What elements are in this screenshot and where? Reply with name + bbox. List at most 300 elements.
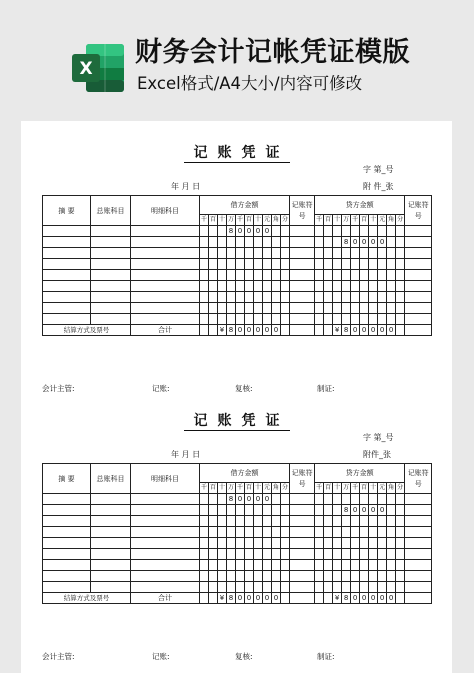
credit-digit-cell[interactable]	[369, 314, 378, 325]
credit-digit-cell[interactable]	[369, 538, 378, 549]
general-account-cell[interactable]	[91, 270, 131, 281]
debit-digit-cell[interactable]	[227, 314, 236, 325]
debit-digit-cell[interactable]	[200, 237, 209, 248]
general-account-cell[interactable]	[91, 494, 131, 505]
credit-digit-cell[interactable]	[324, 248, 333, 259]
credit-digit-cell[interactable]	[333, 303, 342, 314]
post-mark-debit-cell[interactable]	[290, 248, 315, 259]
credit-digit-cell[interactable]	[315, 549, 324, 560]
credit-digit-cell[interactable]	[342, 259, 351, 270]
debit-digit-cell[interactable]	[272, 270, 281, 281]
detail-account-cell[interactable]	[131, 226, 200, 237]
debit-digit-cell[interactable]	[227, 538, 236, 549]
debit-digit-cell[interactable]	[236, 505, 245, 516]
post-mark-debit-cell[interactable]	[290, 571, 315, 582]
detail-account-cell[interactable]	[131, 560, 200, 571]
credit-digit-cell[interactable]	[333, 237, 342, 248]
debit-digit-cell[interactable]	[281, 270, 290, 281]
total-debit-digit[interactable]: 0	[272, 593, 281, 604]
debit-digit-cell[interactable]	[245, 259, 254, 270]
credit-digit-cell[interactable]: 0	[351, 237, 360, 248]
credit-digit-cell[interactable]	[360, 226, 369, 237]
general-account-cell[interactable]	[91, 505, 131, 516]
total-credit-digit[interactable]: ¥	[333, 325, 342, 336]
debit-digit-cell[interactable]	[254, 549, 263, 560]
debit-digit-cell[interactable]: 0	[245, 494, 254, 505]
debit-digit-cell[interactable]	[200, 582, 209, 593]
debit-digit-cell[interactable]	[209, 248, 218, 259]
credit-digit-cell[interactable]	[369, 303, 378, 314]
summary-cell[interactable]	[43, 259, 91, 270]
credit-digit-cell[interactable]	[369, 516, 378, 527]
credit-digit-cell[interactable]	[387, 314, 396, 325]
post-mark-credit-cell[interactable]	[405, 281, 432, 292]
credit-digit-cell[interactable]	[387, 560, 396, 571]
general-account-cell[interactable]	[91, 303, 131, 314]
detail-account-cell[interactable]	[131, 571, 200, 582]
credit-digit-cell[interactable]	[342, 226, 351, 237]
credit-digit-cell[interactable]	[387, 237, 396, 248]
debit-digit-cell[interactable]	[209, 571, 218, 582]
general-account-cell[interactable]	[91, 248, 131, 259]
credit-digit-cell[interactable]: 8	[342, 237, 351, 248]
credit-digit-cell[interactable]	[333, 292, 342, 303]
debit-digit-cell[interactable]	[236, 582, 245, 593]
general-account-cell[interactable]	[91, 582, 131, 593]
credit-digit-cell[interactable]	[333, 571, 342, 582]
post-mark-debit-cell[interactable]	[290, 259, 315, 270]
post-mark-credit-cell[interactable]	[405, 527, 432, 538]
debit-digit-cell[interactable]	[281, 226, 290, 237]
credit-digit-cell[interactable]	[351, 270, 360, 281]
post-mark-credit-cell[interactable]	[405, 292, 432, 303]
total-debit-digit[interactable]: 0	[236, 593, 245, 604]
credit-digit-cell[interactable]	[333, 549, 342, 560]
credit-digit-cell[interactable]	[315, 248, 324, 259]
total-debit-digit[interactable]: ¥	[218, 325, 227, 336]
total-debit-digit[interactable]: 0	[245, 325, 254, 336]
debit-digit-cell[interactable]	[236, 270, 245, 281]
debit-digit-cell[interactable]	[236, 538, 245, 549]
debit-digit-cell[interactable]	[281, 560, 290, 571]
debit-digit-cell[interactable]	[209, 270, 218, 281]
credit-digit-cell[interactable]	[360, 248, 369, 259]
detail-account-cell[interactable]	[131, 259, 200, 270]
debit-digit-cell[interactable]	[245, 549, 254, 560]
credit-digit-cell[interactable]	[378, 259, 387, 270]
credit-digit-cell[interactable]	[324, 292, 333, 303]
debit-digit-cell[interactable]	[236, 571, 245, 582]
debit-digit-cell[interactable]	[254, 527, 263, 538]
credit-digit-cell[interactable]	[324, 226, 333, 237]
credit-digit-cell[interactable]	[333, 314, 342, 325]
credit-digit-cell[interactable]	[351, 281, 360, 292]
summary-cell[interactable]	[43, 281, 91, 292]
credit-digit-cell[interactable]	[351, 582, 360, 593]
debit-digit-cell[interactable]	[263, 538, 272, 549]
credit-digit-cell[interactable]	[396, 494, 405, 505]
total-debit-digit[interactable]: 0	[254, 593, 263, 604]
total-credit-digit[interactable]: 0	[378, 325, 387, 336]
total-post-mark-debit[interactable]	[290, 325, 315, 336]
credit-digit-cell[interactable]	[396, 516, 405, 527]
credit-digit-cell[interactable]: 0	[360, 237, 369, 248]
credit-digit-cell[interactable]	[396, 248, 405, 259]
debit-digit-cell[interactable]	[245, 560, 254, 571]
credit-digit-cell[interactable]	[387, 281, 396, 292]
debit-digit-cell[interactable]	[281, 505, 290, 516]
post-mark-debit-cell[interactable]	[290, 237, 315, 248]
post-mark-debit-cell[interactable]	[290, 314, 315, 325]
debit-digit-cell[interactable]	[218, 516, 227, 527]
credit-digit-cell[interactable]	[315, 281, 324, 292]
credit-digit-cell[interactable]	[387, 303, 396, 314]
debit-digit-cell[interactable]	[227, 292, 236, 303]
credit-digit-cell[interactable]	[315, 571, 324, 582]
credit-digit-cell[interactable]	[324, 303, 333, 314]
credit-digit-cell[interactable]	[378, 303, 387, 314]
credit-digit-cell[interactable]	[396, 582, 405, 593]
credit-digit-cell[interactable]	[342, 270, 351, 281]
debit-digit-cell[interactable]	[218, 226, 227, 237]
debit-digit-cell[interactable]	[281, 237, 290, 248]
debit-digit-cell[interactable]	[236, 248, 245, 259]
debit-digit-cell[interactable]	[200, 549, 209, 560]
general-account-cell[interactable]	[91, 571, 131, 582]
summary-cell[interactable]	[43, 527, 91, 538]
debit-digit-cell[interactable]	[209, 549, 218, 560]
debit-digit-cell[interactable]	[227, 560, 236, 571]
credit-digit-cell[interactable]	[333, 516, 342, 527]
credit-digit-cell[interactable]	[351, 259, 360, 270]
credit-digit-cell[interactable]	[324, 314, 333, 325]
credit-digit-cell[interactable]	[396, 549, 405, 560]
credit-digit-cell[interactable]	[396, 281, 405, 292]
debit-digit-cell[interactable]	[236, 560, 245, 571]
credit-digit-cell[interactable]	[378, 292, 387, 303]
debit-digit-cell[interactable]	[254, 281, 263, 292]
credit-digit-cell[interactable]	[324, 505, 333, 516]
debit-digit-cell[interactable]	[245, 538, 254, 549]
debit-digit-cell[interactable]	[272, 314, 281, 325]
debit-digit-cell[interactable]	[281, 259, 290, 270]
credit-digit-cell[interactable]	[387, 270, 396, 281]
credit-digit-cell[interactable]	[351, 560, 360, 571]
credit-digit-cell[interactable]	[396, 259, 405, 270]
credit-digit-cell[interactable]	[315, 582, 324, 593]
detail-account-cell[interactable]	[131, 303, 200, 314]
credit-digit-cell[interactable]	[378, 494, 387, 505]
debit-digit-cell[interactable]	[263, 292, 272, 303]
post-mark-credit-cell[interactable]	[405, 248, 432, 259]
total-debit-digit[interactable]: 0	[263, 325, 272, 336]
credit-digit-cell[interactable]	[315, 314, 324, 325]
credit-digit-cell[interactable]	[351, 549, 360, 560]
debit-digit-cell[interactable]	[272, 226, 281, 237]
debit-digit-cell[interactable]	[254, 505, 263, 516]
total-debit-digit[interactable]	[281, 593, 290, 604]
debit-digit-cell[interactable]	[263, 527, 272, 538]
debit-digit-cell[interactable]	[263, 582, 272, 593]
credit-digit-cell[interactable]	[315, 505, 324, 516]
credit-digit-cell[interactable]	[360, 582, 369, 593]
general-account-cell[interactable]	[91, 516, 131, 527]
debit-digit-cell[interactable]: 8	[227, 226, 236, 237]
post-mark-debit-cell[interactable]	[290, 494, 315, 505]
debit-digit-cell[interactable]	[272, 237, 281, 248]
credit-digit-cell[interactable]	[351, 303, 360, 314]
credit-digit-cell[interactable]	[396, 527, 405, 538]
total-debit-digit[interactable]	[200, 325, 209, 336]
debit-digit-cell[interactable]	[218, 560, 227, 571]
debit-digit-cell[interactable]	[200, 505, 209, 516]
credit-digit-cell[interactable]	[324, 237, 333, 248]
credit-digit-cell[interactable]	[369, 281, 378, 292]
debit-digit-cell[interactable]	[200, 571, 209, 582]
debit-digit-cell[interactable]	[200, 281, 209, 292]
credit-digit-cell[interactable]	[342, 314, 351, 325]
credit-digit-cell[interactable]	[342, 303, 351, 314]
credit-digit-cell[interactable]	[351, 314, 360, 325]
total-credit-digit[interactable]: 0	[369, 325, 378, 336]
credit-digit-cell[interactable]	[315, 527, 324, 538]
total-credit-digit[interactable]: 0	[360, 325, 369, 336]
debit-digit-cell[interactable]	[254, 538, 263, 549]
credit-digit-cell[interactable]: 8	[342, 505, 351, 516]
credit-digit-cell[interactable]	[351, 538, 360, 549]
debit-digit-cell[interactable]	[272, 538, 281, 549]
credit-digit-cell[interactable]	[342, 571, 351, 582]
debit-digit-cell[interactable]	[245, 314, 254, 325]
debit-digit-cell[interactable]	[200, 527, 209, 538]
debit-digit-cell[interactable]	[245, 281, 254, 292]
debit-digit-cell[interactable]: 0	[245, 226, 254, 237]
credit-digit-cell[interactable]	[315, 226, 324, 237]
credit-digit-cell[interactable]	[315, 303, 324, 314]
debit-digit-cell[interactable]	[218, 237, 227, 248]
credit-digit-cell[interactable]	[333, 527, 342, 538]
credit-digit-cell[interactable]	[369, 571, 378, 582]
general-account-cell[interactable]	[91, 538, 131, 549]
debit-digit-cell[interactable]	[281, 571, 290, 582]
credit-digit-cell[interactable]	[387, 494, 396, 505]
debit-digit-cell[interactable]	[218, 538, 227, 549]
general-account-cell[interactable]	[91, 259, 131, 270]
general-account-cell[interactable]	[91, 549, 131, 560]
detail-account-cell[interactable]	[131, 538, 200, 549]
detail-account-cell[interactable]	[131, 505, 200, 516]
general-account-cell[interactable]	[91, 237, 131, 248]
debit-digit-cell[interactable]: 0	[254, 226, 263, 237]
credit-digit-cell[interactable]	[360, 494, 369, 505]
credit-digit-cell[interactable]	[324, 281, 333, 292]
credit-digit-cell[interactable]	[324, 516, 333, 527]
credit-digit-cell[interactable]	[324, 571, 333, 582]
total-credit-digit[interactable]	[396, 325, 405, 336]
total-credit-digit[interactable]: 0	[387, 593, 396, 604]
debit-digit-cell[interactable]	[200, 516, 209, 527]
total-debit-digit[interactable]: 8	[227, 325, 236, 336]
debit-digit-cell[interactable]	[254, 582, 263, 593]
total-debit-digit[interactable]: 0	[263, 593, 272, 604]
total-credit-digit[interactable]: 0	[369, 593, 378, 604]
debit-digit-cell[interactable]	[281, 292, 290, 303]
post-mark-credit-cell[interactable]	[405, 303, 432, 314]
debit-digit-cell[interactable]	[200, 292, 209, 303]
summary-cell[interactable]	[43, 226, 91, 237]
post-mark-debit-cell[interactable]	[290, 549, 315, 560]
debit-digit-cell[interactable]	[236, 259, 245, 270]
debit-digit-cell[interactable]	[263, 571, 272, 582]
credit-digit-cell[interactable]	[360, 527, 369, 538]
credit-digit-cell[interactable]	[360, 549, 369, 560]
debit-digit-cell[interactable]	[254, 270, 263, 281]
debit-digit-cell[interactable]: 8	[227, 494, 236, 505]
post-mark-debit-cell[interactable]	[290, 560, 315, 571]
debit-digit-cell[interactable]	[227, 281, 236, 292]
credit-digit-cell[interactable]	[387, 248, 396, 259]
total-credit-digit[interactable]	[315, 593, 324, 604]
post-mark-credit-cell[interactable]	[405, 259, 432, 270]
debit-digit-cell[interactable]	[236, 516, 245, 527]
credit-digit-cell[interactable]	[324, 494, 333, 505]
total-post-mark-credit[interactable]	[405, 325, 432, 336]
total-credit-digit[interactable]: 0	[351, 325, 360, 336]
debit-digit-cell[interactable]	[272, 527, 281, 538]
credit-digit-cell[interactable]	[333, 281, 342, 292]
debit-digit-cell[interactable]	[245, 303, 254, 314]
debit-digit-cell[interactable]	[263, 259, 272, 270]
debit-digit-cell[interactable]	[209, 292, 218, 303]
credit-digit-cell[interactable]	[387, 292, 396, 303]
debit-digit-cell[interactable]	[200, 259, 209, 270]
debit-digit-cell[interactable]	[272, 303, 281, 314]
credit-digit-cell[interactable]	[378, 314, 387, 325]
debit-digit-cell[interactable]	[281, 582, 290, 593]
debit-digit-cell[interactable]	[236, 527, 245, 538]
credit-digit-cell[interactable]	[324, 560, 333, 571]
post-mark-credit-cell[interactable]	[405, 226, 432, 237]
credit-digit-cell[interactable]	[360, 516, 369, 527]
debit-digit-cell[interactable]	[245, 516, 254, 527]
debit-digit-cell[interactable]	[263, 237, 272, 248]
post-mark-credit-cell[interactable]	[405, 494, 432, 505]
credit-digit-cell[interactable]	[387, 226, 396, 237]
debit-digit-cell[interactable]	[218, 549, 227, 560]
debit-digit-cell[interactable]	[254, 292, 263, 303]
debit-digit-cell[interactable]	[272, 248, 281, 259]
credit-digit-cell[interactable]	[360, 303, 369, 314]
post-mark-credit-cell[interactable]	[405, 237, 432, 248]
credit-digit-cell[interactable]	[333, 226, 342, 237]
debit-digit-cell[interactable]	[263, 281, 272, 292]
debit-digit-cell[interactable]	[254, 259, 263, 270]
total-debit-digit[interactable]	[209, 593, 218, 604]
debit-digit-cell[interactable]	[272, 292, 281, 303]
total-credit-digit[interactable]: 8	[342, 325, 351, 336]
debit-digit-cell[interactable]: 0	[263, 494, 272, 505]
post-mark-credit-cell[interactable]	[405, 516, 432, 527]
post-mark-debit-cell[interactable]	[290, 303, 315, 314]
debit-digit-cell[interactable]	[245, 292, 254, 303]
debit-digit-cell[interactable]	[272, 571, 281, 582]
credit-digit-cell[interactable]	[396, 571, 405, 582]
credit-digit-cell[interactable]	[342, 516, 351, 527]
credit-digit-cell[interactable]	[396, 538, 405, 549]
credit-digit-cell[interactable]	[351, 292, 360, 303]
credit-digit-cell[interactable]	[369, 292, 378, 303]
credit-digit-cell[interactable]	[333, 505, 342, 516]
debit-digit-cell[interactable]	[209, 314, 218, 325]
total-debit-digit[interactable]: ¥	[218, 593, 227, 604]
debit-digit-cell[interactable]	[245, 270, 254, 281]
credit-digit-cell[interactable]	[315, 270, 324, 281]
post-mark-credit-cell[interactable]	[405, 571, 432, 582]
debit-digit-cell[interactable]	[272, 281, 281, 292]
credit-digit-cell[interactable]	[333, 494, 342, 505]
debit-digit-cell[interactable]	[227, 549, 236, 560]
summary-cell[interactable]	[43, 237, 91, 248]
credit-digit-cell[interactable]	[369, 527, 378, 538]
general-account-cell[interactable]	[91, 292, 131, 303]
detail-account-cell[interactable]	[131, 281, 200, 292]
credit-digit-cell[interactable]: 0	[351, 505, 360, 516]
debit-digit-cell[interactable]	[281, 538, 290, 549]
total-debit-digit[interactable]	[209, 325, 218, 336]
credit-digit-cell[interactable]	[360, 292, 369, 303]
credit-digit-cell[interactable]	[378, 516, 387, 527]
total-credit-digit[interactable]: 0	[360, 593, 369, 604]
post-mark-debit-cell[interactable]	[290, 538, 315, 549]
debit-digit-cell[interactable]	[200, 248, 209, 259]
credit-digit-cell[interactable]	[333, 248, 342, 259]
credit-digit-cell[interactable]	[369, 248, 378, 259]
total-credit-digit[interactable]	[324, 593, 333, 604]
credit-digit-cell[interactable]	[315, 538, 324, 549]
debit-digit-cell[interactable]	[272, 516, 281, 527]
credit-digit-cell[interactable]: 0	[369, 505, 378, 516]
debit-digit-cell[interactable]	[218, 259, 227, 270]
debit-digit-cell[interactable]	[209, 527, 218, 538]
post-mark-debit-cell[interactable]	[290, 281, 315, 292]
debit-digit-cell[interactable]	[281, 527, 290, 538]
credit-digit-cell[interactable]	[324, 582, 333, 593]
total-credit-digit[interactable]	[324, 325, 333, 336]
debit-digit-cell[interactable]	[263, 516, 272, 527]
debit-digit-cell[interactable]	[227, 527, 236, 538]
credit-digit-cell[interactable]	[324, 259, 333, 270]
debit-digit-cell[interactable]	[236, 549, 245, 560]
debit-digit-cell[interactable]	[200, 538, 209, 549]
credit-digit-cell[interactable]	[351, 494, 360, 505]
debit-digit-cell[interactable]	[281, 314, 290, 325]
debit-digit-cell[interactable]	[227, 571, 236, 582]
debit-digit-cell[interactable]	[254, 303, 263, 314]
credit-digit-cell[interactable]	[396, 303, 405, 314]
credit-digit-cell[interactable]	[351, 226, 360, 237]
total-debit-digit[interactable]: 0	[236, 325, 245, 336]
credit-digit-cell[interactable]	[342, 292, 351, 303]
debit-digit-cell[interactable]	[218, 248, 227, 259]
debit-digit-cell[interactable]	[218, 582, 227, 593]
summary-cell[interactable]	[43, 248, 91, 259]
detail-account-cell[interactable]	[131, 292, 200, 303]
debit-digit-cell[interactable]	[263, 248, 272, 259]
debit-digit-cell[interactable]	[254, 237, 263, 248]
summary-cell[interactable]	[43, 314, 91, 325]
credit-digit-cell[interactable]	[342, 527, 351, 538]
debit-digit-cell[interactable]	[272, 560, 281, 571]
